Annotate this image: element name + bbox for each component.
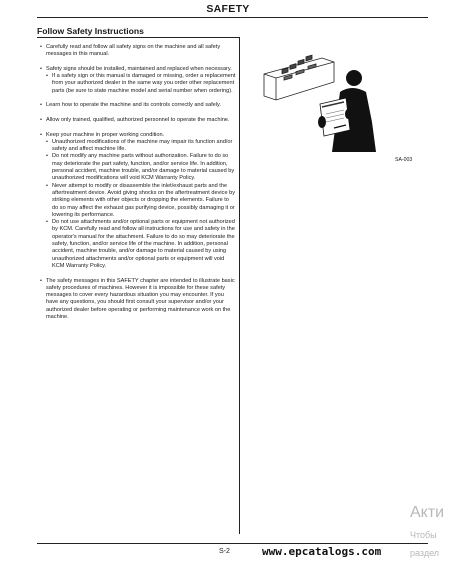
- watermark-url: www.epcatalogs.com: [262, 545, 382, 558]
- instruction-subitem: • If a safety sign or this manual is damaged or missing, order a replacement from your authorized dealer in the same way you order other replacement parts (be sure to state machine model and serial number when ordering).: [40, 73, 236, 95]
- instruction-list: [40, 44, 236, 329]
- section-rule: [37, 37, 239, 38]
- activation-overlay-line: Чтобы: [410, 530, 437, 540]
- section-title: Follow Safety Instructions: [37, 26, 144, 36]
- instruction-item: • Safety signs should be installed, maintained and replaced when necessary.: [40, 66, 236, 73]
- header-rule: [37, 17, 428, 18]
- instruction-subitem: • Do not use attachments and/or optional parts or equipment not authorized by KCM. Carefully read and follow all instructions for use and safety in the operator's manual for the attachment. Failure to do so may deteriorate the safety, function, and/or service life of the machine. In addition, personal accident, machine trouble, and/or damage to material caused by using unauthorized attachments and/or optional parts or equipment will void KCM Warranty Policy.: [40, 219, 236, 270]
- page-number: S-2: [219, 548, 230, 555]
- activation-overlay-title: Акти: [410, 504, 445, 521]
- instruction-item: • Learn how to operate the machine and its controls correctly and safely.: [40, 102, 236, 109]
- manual-book: [320, 98, 350, 136]
- illustration-code: SA-003: [395, 157, 413, 163]
- instruction-item: • The safety messages in this SAFETY chapter are intended to illustrate basic safety procedures of machines. However it is impossible for these safety messages to cover every hazardous situation you may encounter. If you have any questions, you should first consult your supervisor and/or your authorized dealer before operating or performing maintenance work on the machine.: [40, 278, 236, 322]
- instruction-subitem: • Unauthorized modifications of the machine may impair its function and/or safety and affect machine life.: [40, 139, 236, 154]
- activation-overlay-line: раздел: [410, 548, 440, 558]
- column-divider: [239, 37, 240, 534]
- header-title: SAFETY: [206, 3, 250, 15]
- operator-reading-manual-illustration: [260, 52, 380, 152]
- instruction-item: • Keep your machine in proper working condition.: [40, 132, 236, 139]
- footer-rule: [37, 543, 428, 544]
- machine-panel: [264, 55, 334, 100]
- page-header: [0, 0, 456, 18]
- instruction-subitem: • Do not modify any machine parts without authorization. Failure to do so may deteriorate the part safety, function, and/or service life. In addition, personal accident, machine trouble, and/or damage to material caused by unauthorized modifications will void KCM Warranty Policy.: [40, 153, 236, 182]
- instruction-item: • Allow only trained, qualified, authorized personnel to operate the machine.: [40, 117, 236, 124]
- instruction-item: • Carefully read and follow all safety signs on the machine and all safety messages in this manual.: [40, 44, 236, 59]
- instruction-subitem: • Never attempt to modify or disassemble the inlet/exhaust parts and the aftertreatment device. Avoid giving shocks on the aftertreatment device by striking elements with other objects or dropping the elements. Failure to do so may affect the exhaust gas purifying device, possibly damaging it or lowering its performance.: [40, 183, 236, 219]
